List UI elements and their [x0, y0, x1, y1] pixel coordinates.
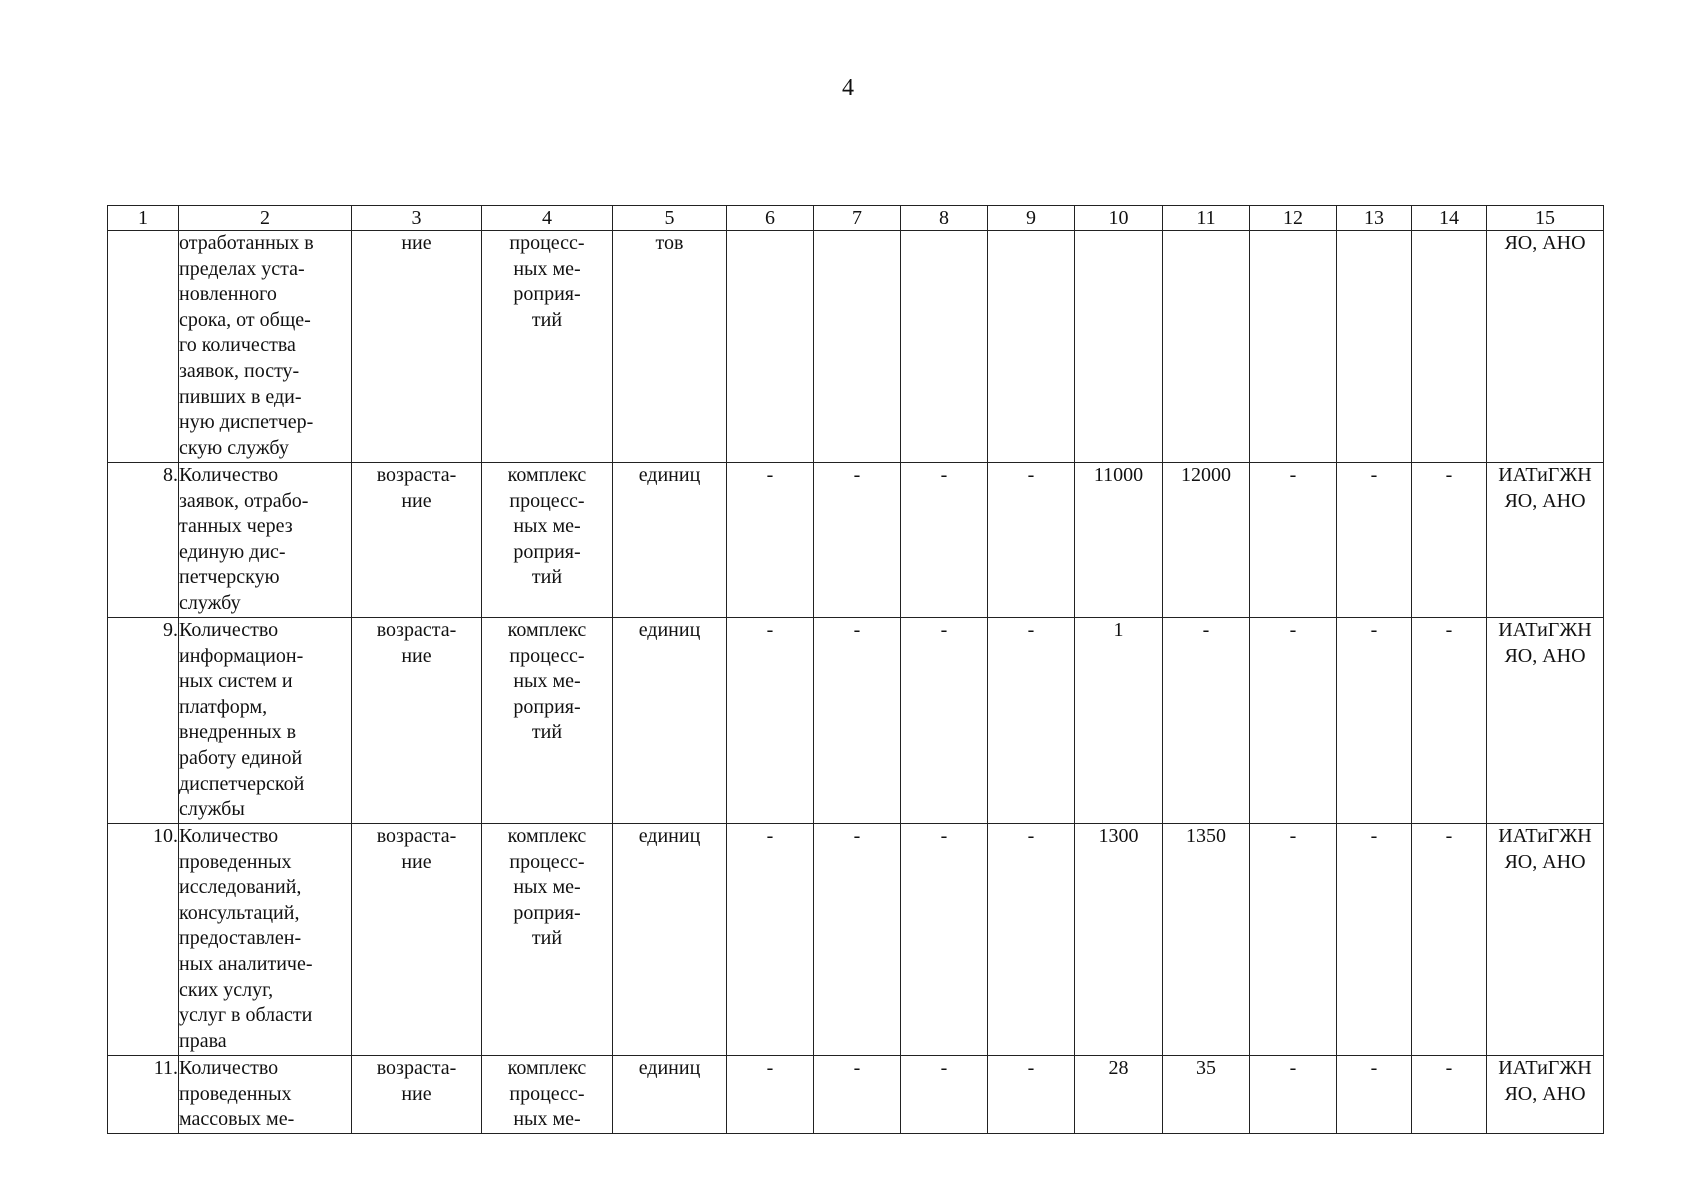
mechanism: комплекс процесс- ных ме- роприя- тий	[482, 618, 613, 824]
value-cell: -	[814, 1056, 901, 1134]
row-number: 10.	[108, 824, 179, 1056]
value-cell	[1075, 231, 1163, 463]
value-cell: 28	[1075, 1056, 1163, 1134]
value-cell: -	[727, 463, 814, 618]
responsible: ИАТиГЖН ЯО, АНО	[1487, 618, 1604, 824]
value-cell: -	[1337, 618, 1412, 824]
column-header: 1	[108, 206, 179, 231]
mechanism: комплекс процесс- ных ме- роприя- тий	[482, 824, 613, 1056]
column-header: 5	[613, 206, 727, 231]
trend: ние	[352, 231, 482, 463]
value-cell: -	[901, 463, 988, 618]
column-header: 2	[179, 206, 352, 231]
value-cell: 11000	[1075, 463, 1163, 618]
value-cell	[1337, 231, 1412, 463]
column-header: 14	[1412, 206, 1487, 231]
value-cell: -	[814, 824, 901, 1056]
value-cell: -	[1412, 618, 1487, 824]
trend: возраста- ние	[352, 1056, 482, 1134]
indicator-name: Количество заявок, отрабо- танных через единую дис- петчерскую службу	[179, 463, 352, 618]
value-cell: -	[988, 824, 1075, 1056]
table-row	[108, 824, 1604, 1056]
value-cell	[1250, 231, 1337, 463]
column-header: 7	[814, 206, 901, 231]
column-header: 4	[482, 206, 613, 231]
value-cell: -	[1412, 1056, 1487, 1134]
value-cell: -	[988, 618, 1075, 824]
column-header: 3	[352, 206, 482, 231]
value-cell: -	[814, 463, 901, 618]
responsible: ЯО, АНО	[1487, 231, 1604, 463]
column-header: 11	[1163, 206, 1250, 231]
row-number	[108, 231, 179, 463]
value-cell	[1412, 231, 1487, 463]
value-cell: -	[1250, 824, 1337, 1056]
table-row	[108, 618, 1604, 824]
value-cell	[814, 231, 901, 463]
value-cell: -	[988, 463, 1075, 618]
value-cell: -	[901, 824, 988, 1056]
responsible: ИАТиГЖН ЯО, АНО	[1487, 824, 1604, 1056]
table-row	[108, 231, 1604, 463]
row-number: 8.	[108, 463, 179, 618]
value-cell: 1300	[1075, 824, 1163, 1056]
value-cell: -	[1250, 1056, 1337, 1134]
column-header: 10	[1075, 206, 1163, 231]
value-cell: -	[814, 618, 901, 824]
column-header: 12	[1250, 206, 1337, 231]
value-cell	[988, 231, 1075, 463]
mechanism: комплекс процесс- ных ме- роприя- тий	[482, 463, 613, 618]
column-header: 13	[1337, 206, 1412, 231]
value-cell: -	[1412, 463, 1487, 618]
unit: единиц	[613, 1056, 727, 1134]
column-header: 15	[1487, 206, 1604, 231]
trend: возраста- ние	[352, 463, 482, 618]
value-cell: -	[1337, 463, 1412, 618]
indicator-name: отработанных в пределах уста- новленного срока, от обще- го количества заявок, посту- пивших в еди- ную диспетчер- скую службу	[179, 231, 352, 463]
table-row	[108, 463, 1604, 618]
column-header: 6	[727, 206, 814, 231]
value-cell: -	[727, 1056, 814, 1134]
trend: возраста- ние	[352, 824, 482, 1056]
value-cell: -	[1163, 618, 1250, 824]
value-cell: -	[727, 824, 814, 1056]
indicator-name: Количество информацион- ных систем и платформ, внедренных в работу единой диспетчерской службы	[179, 618, 352, 824]
value-cell: 35	[1163, 1056, 1250, 1134]
value-cell: -	[1337, 1056, 1412, 1134]
value-cell: -	[1337, 824, 1412, 1056]
mechanism: комплекс процесс- ных ме-	[482, 1056, 613, 1134]
value-cell: -	[988, 1056, 1075, 1134]
value-cell	[901, 231, 988, 463]
value-cell	[727, 231, 814, 463]
unit: единиц	[613, 824, 727, 1056]
unit: единиц	[613, 618, 727, 824]
value-cell: 12000	[1163, 463, 1250, 618]
value-cell: 1	[1075, 618, 1163, 824]
indicator-name: Количество проведенных исследований, консультаций, предоставлен- ных аналитиче- ских услуг, услуг в области права	[179, 824, 352, 1056]
mechanism: процесс- ных ме- роприя- тий	[482, 231, 613, 463]
row-number: 11.	[108, 1056, 179, 1134]
value-cell: -	[901, 1056, 988, 1134]
row-number: 9.	[108, 618, 179, 824]
value-cell: -	[1412, 824, 1487, 1056]
unit: тов	[613, 231, 727, 463]
value-cell: -	[727, 618, 814, 824]
value-cell: -	[901, 618, 988, 824]
responsible: ИАТиГЖН ЯО, АНО	[1487, 463, 1604, 618]
responsible: ИАТиГЖН ЯО, АНО	[1487, 1056, 1604, 1134]
value-cell	[1163, 231, 1250, 463]
value-cell: -	[1250, 618, 1337, 824]
value-cell: 1350	[1163, 824, 1250, 1056]
value-cell: -	[1250, 463, 1337, 618]
indicators-table	[107, 205, 1604, 1134]
unit: единиц	[613, 463, 727, 618]
column-header: 9	[988, 206, 1075, 231]
table-row	[108, 1056, 1604, 1134]
column-header: 8	[901, 206, 988, 231]
indicator-name: Количество проведенных массовых ме-	[179, 1056, 352, 1134]
page-number: 4	[842, 75, 854, 101]
column-number-row	[108, 206, 1604, 231]
trend: возраста- ние	[352, 618, 482, 824]
